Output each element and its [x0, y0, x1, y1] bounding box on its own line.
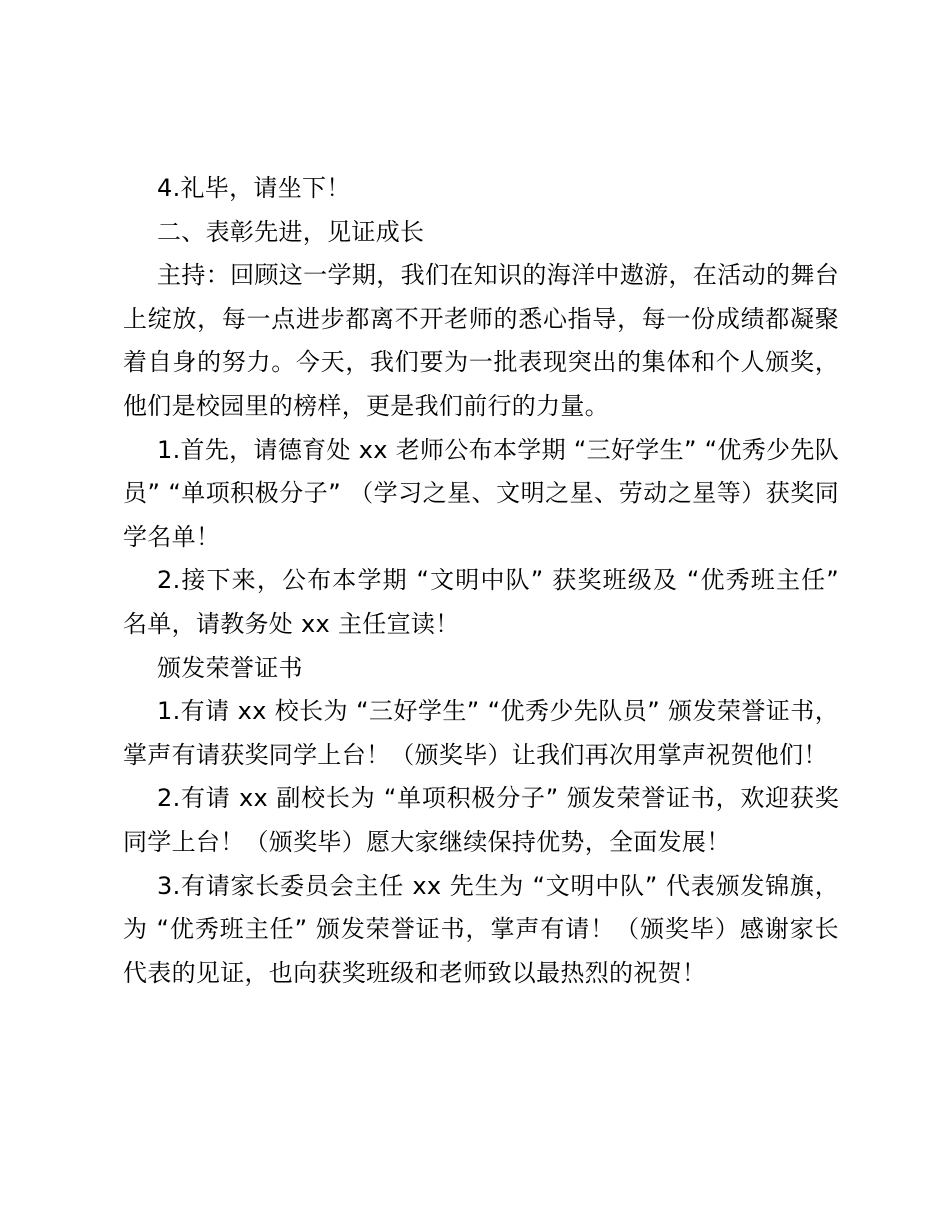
award-step-parent-committee: 3.有请家长委员会主任 xx 先生为 “文明中队” 代表颁发锦旗，为 “优秀班主任” 颁发荣誉证书，掌声有请！（颁奖毕）感谢家长代表的见证，也向获奖班级和老师致以最热烈的祝贺！ — [123, 871, 839, 987]
subheading-certificates: 颁发荣誉证书 — [157, 653, 303, 682]
ceremony-step-sit-down: 4.礼毕，请坐下！ — [157, 174, 351, 202]
host-speech: 主持：回顾这一学期，我们在知识的海洋中遨游，在活动的舞台上绽放，每一点进步都离不开老师的悉心指导，每一份成绩都凝聚着自身的努力。今天，我们要为一批表现突出的集体和个人颁奖，他们是校园里的榜样，更是我们前行的力量。 — [123, 261, 839, 420]
award-step-principal: 1.有请 xx 校长为 “三好学生” “优秀少先队员” 颁发荣誉证书，掌声有请获奖同学上台！（颁奖毕）让我们再次用掌声祝贺他们！ — [123, 697, 839, 769]
award-step-vice-principal: 2.有请 xx 副校长为 “单项积极分子” 颁发荣誉证书，欢迎获奖同学上台！（颁奖毕）愿大家继续保持优势，全面发展！ — [123, 784, 839, 856]
document-page — [123, 167, 839, 995]
announce-class-awards: 2.接下来，公布本学期 “文明中队” 获奖班级及 “优秀班主任” 名单，请教务处 xx 主任宣读！ — [123, 566, 839, 638]
section-heading-commendation: 二、表彰先进，见证成长 — [157, 217, 425, 246]
announce-student-awards: 1.首先，请德育处 xx 老师公布本学期 “三好学生” “优秀少先队员” “单项积极分子” （学习之星、文明之星、劳动之星等）获奖同学名单！ — [123, 435, 839, 551]
